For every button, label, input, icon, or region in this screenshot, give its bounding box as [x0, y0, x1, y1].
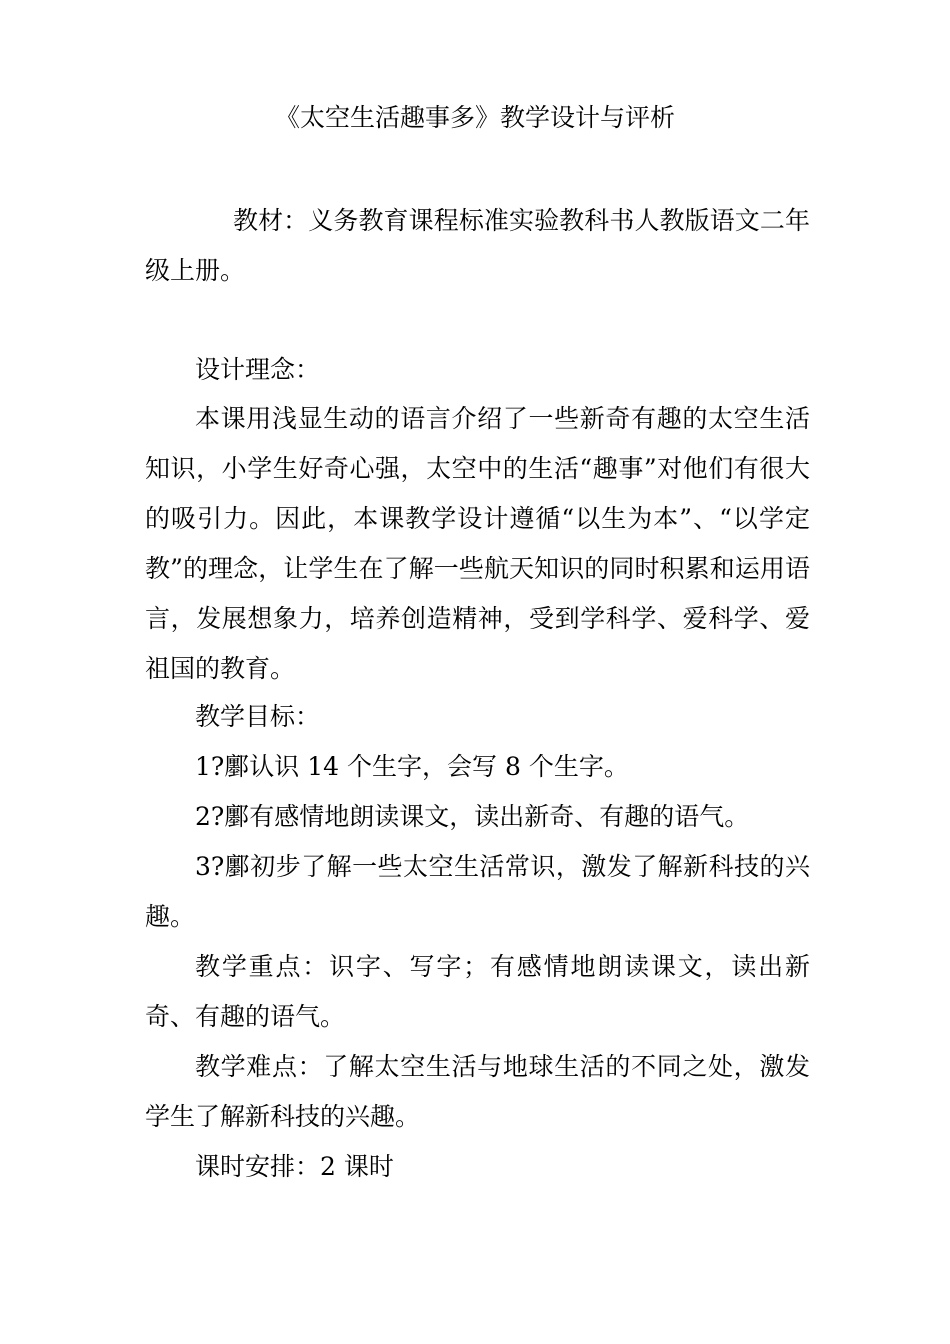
key-points: 教学重点：识字、写字；有感情地朗读课文，读出新奇、有趣的语气。: [145, 952, 810, 1031]
document-title: 《太空生活趣事多》教学设计与评析: [274, 103, 675, 132]
schedule: 课时安排：2 课时: [195, 1152, 394, 1181]
goal-item-1: 1?鄽认识 14 个生字，会写 8 个生字。: [195, 752, 629, 781]
goal-item-3: 3?鄽初步了解一些太空生活常识，激发了解新科技的兴趣。: [145, 852, 810, 931]
goals-heading: 教学目标：: [195, 702, 321, 731]
concept-heading: 设计理念：: [195, 355, 321, 384]
difficulties: 教学难点：了解太空生活与地球生活的不同之处，激发学生了解新科技的兴趣。: [145, 1052, 810, 1131]
concept-paragraph: 本课用浅显生动的语言介绍了一些新奇有趣的太空生活知识，小学生好奇心强，太空中的生活“趣事”对他们有很大的吸引力。因此，本课教学设计遵循“以生为本”、“以学定教”的理念，让学生在了解一些航天知识的同时积累和运用语言，发展想象力，培养创造精神，受到学科学、爱科学、爱祖国的教育。: [145, 404, 810, 683]
textbook-line: 教材：义务教育课程标准实验教科书人教版语文二年级上册。: [145, 206, 810, 285]
goal-item-2: 2?鄽有感情地朗读课文，读出新奇、有趣的语气。: [195, 802, 750, 831]
